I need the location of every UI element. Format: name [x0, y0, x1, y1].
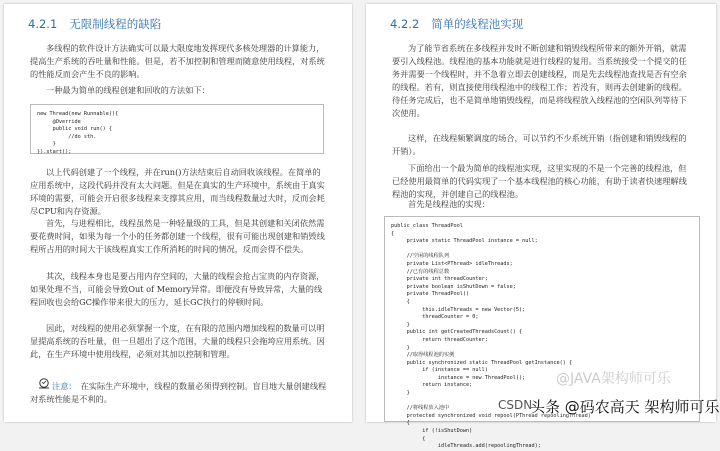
paragraph-threadpool-intro: 为了能节省系统在多线程并发时不断创建和销毁线程所带来的额外开销，就需要引入线程池。线程池的基本功能就是进行线程的复用。当系统接受一个提交的任务并需要一个线程时，并不急着立即去创建线程，而是先去线程池查找是否有空余的线程。若有，则直接使用线程池中的线程工作；若没有，则再去创建新的线程。待任务完成后，也不是简单地销毁线程，而是将线程放入线程池的空闲队列等待下次使用。 — [392, 43, 687, 118]
paragraph-overhead: 这样，在线程频繁调度的场合，可以节约不少系统开销（指创建和销毁线程的开销）。 — [392, 133, 687, 156]
paragraph-intro: 多线程的软件设计方法确实可以最大限度地发挥现代多核处理器的计算能力，提高生产系统的吞吐量和性能。但是，若不加控制和管理而随意使用线程，对系统的性能反而会产生不良的影响。 — [30, 43, 325, 79]
paragraph-impl-first: 首先是线程池的实现： — [408, 199, 490, 209]
note-text: 在实际生产环境中，线程的数量必须得到控制。盲目地大量创建线程对系统性能是不利的。 — [30, 381, 327, 404]
code-block-thread: new Thread(new Runnable(){ @Override public void run() { //do sth. } }).start(); — [30, 104, 324, 154]
note-label: 注意： — [52, 381, 77, 391]
right-page — [366, 4, 716, 450]
section-heading-4-2-1 — [28, 16, 161, 32]
footer-watermark: 头条 @码农高天 架构师可乐 — [530, 398, 720, 416]
code-block-threadpool: public class ThreadPool { private static ThreadPool instance = null; //空闲的线程队列 private List<PThread> idleThreads; //已有的线程总数 private int threadCounter; private boolean isShutDown = false; private ThreadPool() { this.idleThreads = new Vector(5); threadCounter = 0; } public int getCreatedThreadsCount() { return threadCounter; } //取得线程池的实例 public synchronized static ThreadPool getInstance() { if (instance == null) instance = new ThreadPool(); return instance; } //将线程放入池中 protected synchronized void repool(PThread repoolingThread) { if (!isShutDown) { idleThreads.add(repoolingThread); — [384, 216, 700, 422]
left-page — [4, 4, 352, 422]
paragraph-run-method: 以上代码创建了一个线程，并在run()方法结束后自动回收该线程。在简单的应用系统中，这段代码并没有太大问题。但是在真实的生产环境中，系统由于真实环境的需要，可能会开启很多线程来支撑其应用，而当线程数量过大时，反而会耗尽CPU和内存资源。 — [30, 167, 325, 216]
paragraph-code-intro: 一种最为简单的线程创建和回收的方法如下： — [46, 85, 210, 95]
section-title: 无限制线程的缺陷 — [69, 17, 162, 31]
note — [30, 380, 330, 406]
paragraph-therefore: 因此，对线程的使用必须掌握一个度，在有限的范围内增加线程的数量可以明显提高系统的吞吐量，但一旦超出了这个范围，大量的线程只会拖垮应用系统。因此，在生产环境中使用线程，必须对其加以控制和管理。 — [30, 323, 325, 359]
section-heading-4-2-2 — [390, 16, 523, 32]
paragraph-second: 其次，线程本身也是要占用内存空间的，大量的线程会抢占宝贵的内存资源，如果处理不当，可能会导致Out of Memory异常。即便没有导致异常，大量的线程回收也会给GC操作带来很大的压力，延长GC执行的停顿时间。 — [30, 271, 325, 307]
section-title: 简单的线程池实现 — [431, 17, 524, 31]
watermark: @JAVA架构师可乐 — [556, 371, 671, 387]
section-number: 4.2.1 — [28, 17, 58, 31]
paragraph-simple-impl: 下面给出一个最为简单的线程池实现，这里实现的不是一个完善的线程池，但已经使用最简单的代码实现了一个基本线程池的核心功能，有助于读者快速理解线程池的实现，并创建自己的线程池。 — [392, 163, 687, 199]
csdn-watermark: CSDN — [498, 398, 533, 412]
paragraph-first: 首先，与进程相比，线程虽然是一种轻量级的工具，但是其创建和关闭依然需要花费时间，如果为每一个小的任务都创建一个线程，很有可能出现创建和销毁线程所占用的时间大于该线程真实工作所消耗的时间的情况，反而会得不偿失。 — [30, 218, 325, 254]
section-number: 4.2.2 — [390, 17, 420, 31]
